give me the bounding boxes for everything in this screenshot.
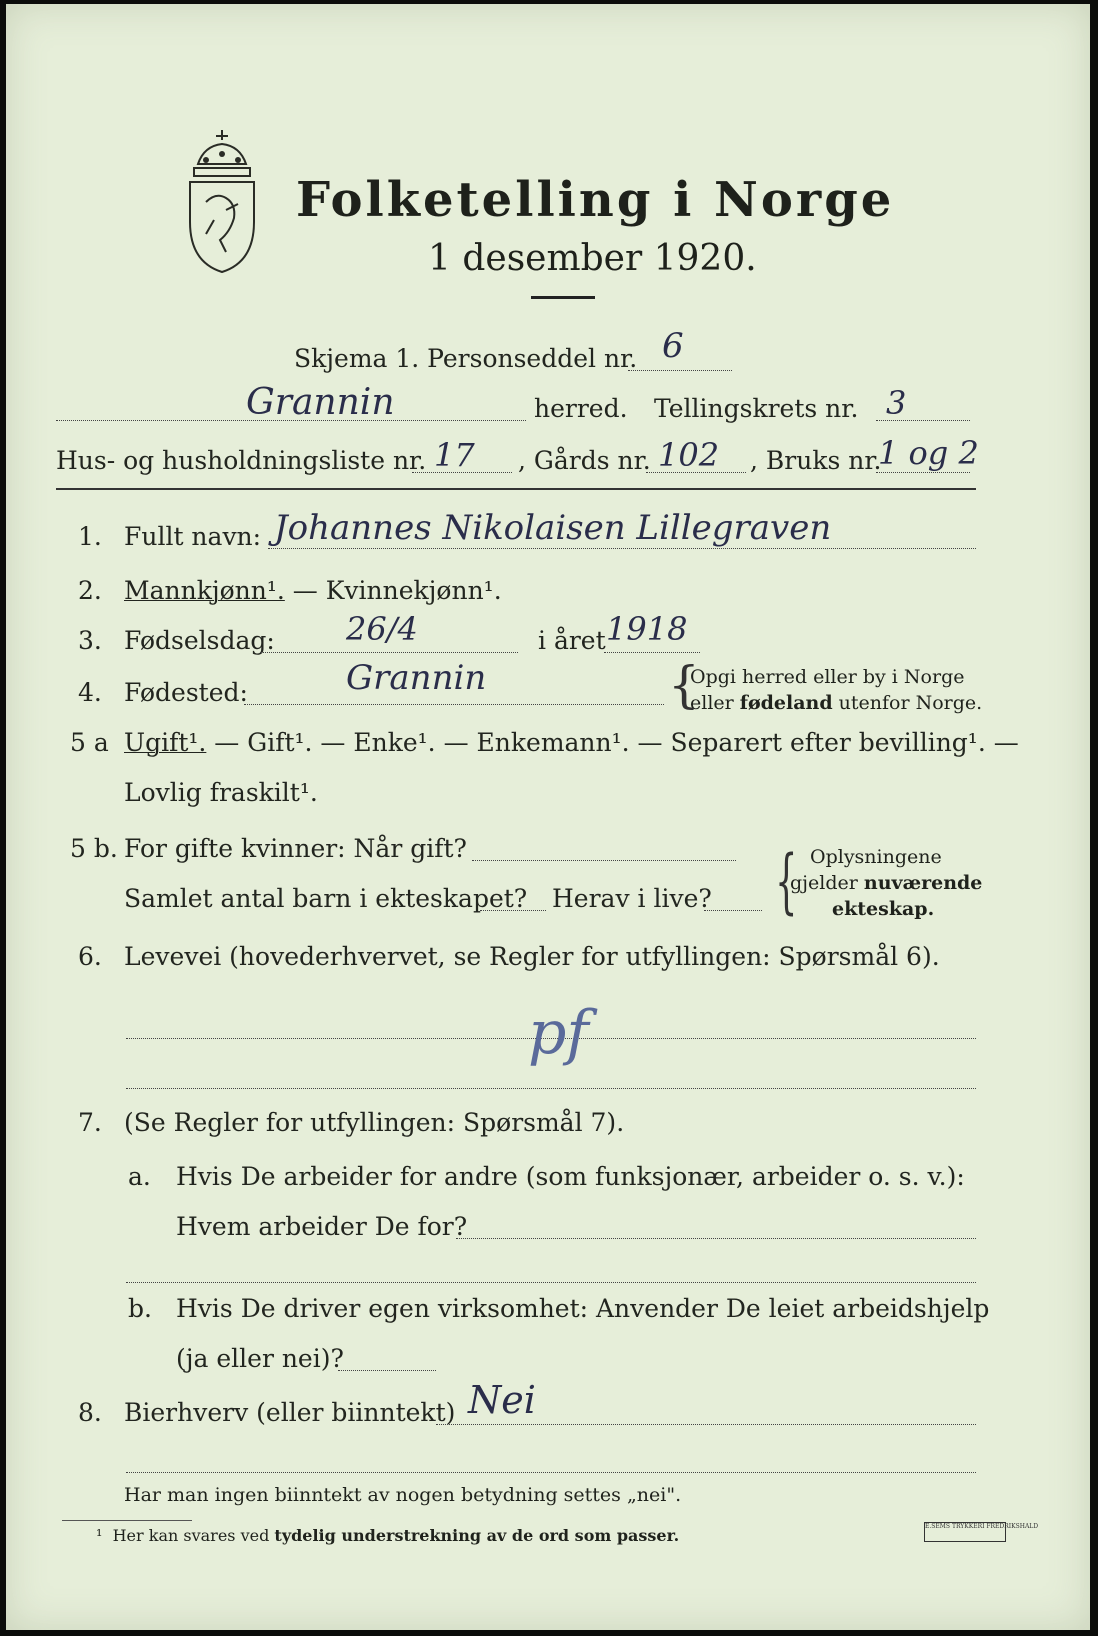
barn-label: Samlet antal barn i ekteskapet? (124, 884, 528, 913)
fodested-value: Grannin (346, 658, 487, 698)
kjonn-options (124, 576, 502, 605)
tellingskrets-label: Tellingskrets nr. (654, 394, 859, 423)
q7b-dots (338, 1370, 436, 1371)
fodested-note-2 (690, 692, 982, 714)
mannkjonn-option: Mannkjønn¹. (124, 576, 285, 605)
bierhverv-dots-2 (126, 1472, 976, 1473)
barn-dots (480, 910, 546, 911)
fullt-navn-dots (268, 548, 976, 549)
bruks-number: 1 og 2 (878, 434, 979, 472)
husholdningsliste-label: Hus- og husholdningsliste nr. (56, 446, 427, 475)
biinntekt-note: Har man ingen biinntekt av nogen betydning settes „nei". (124, 1484, 682, 1506)
aaret-dots (604, 652, 700, 653)
fodested-note-2c: utenfor Norge. (832, 692, 983, 714)
ekteskap-note-3 (832, 898, 934, 920)
sivilstand-rest: — Gift¹. — Enke¹. — Enkemann¹. — Separert efter bevilling¹. — (206, 728, 1019, 757)
footnote-marker: ¹ (96, 1526, 103, 1545)
q7a-dots-1 (456, 1238, 976, 1239)
q7-label: (Se Regler for utfyllingen: Spørsmål 7). (124, 1108, 625, 1137)
header-divider (56, 488, 976, 490)
ekteskap-brace: { (775, 840, 798, 922)
gards-label: , Gårds nr. (518, 446, 651, 475)
fraskilt-option: Lovlig fraskilt¹. (124, 778, 318, 807)
title-divider (531, 296, 595, 299)
ugift-option: Ugift¹. (124, 728, 207, 757)
levevei-label: Levevei (hovederhvervet, se Regler for utfyllingen: Spørsmål 6). (124, 942, 940, 971)
ekteskap-note-1: Oplysningene (810, 846, 942, 868)
item-7-number: 7. (78, 1108, 102, 1137)
fodested-note-1: Opgi herred eller by i Norge (690, 666, 965, 688)
fullt-navn-value: Johannes Nikolaisen Lillegraven (274, 508, 832, 548)
fodested-brace: { (668, 656, 700, 714)
q7b-letter: b. (128, 1294, 152, 1323)
herred-value: Grannin (246, 382, 395, 423)
printer-stamp-text: E.SEMS TRYKKERI FREDRIKSHALD (925, 1523, 1039, 1530)
personseddel-number: 6 (662, 326, 684, 366)
fodselsdag-label: Fødselsdag: (124, 626, 275, 655)
item-8-number: 8. (78, 1398, 102, 1427)
footnote-divider (62, 1520, 192, 1521)
census-form (6, 4, 1090, 1630)
item-5a-number: 5 a (70, 728, 109, 757)
herav-dots (704, 910, 762, 911)
item-4-number: 4. (78, 678, 102, 707)
ekteskap-note-2a: gjelder (790, 872, 864, 894)
bierhverv-dots (436, 1424, 976, 1425)
fodested-label: Fødested: (124, 678, 248, 707)
footnote-text-a: Her kan svares ved (112, 1526, 275, 1545)
item-6-number: 6. (78, 942, 102, 971)
q7b-text-1: Hvis De driver egen virksomhet: Anvender De leiet arbeidshjelp (176, 1294, 990, 1323)
schema-label: Skjema 1. Personseddel nr. (294, 344, 638, 373)
fodested-dots (244, 704, 664, 705)
herred-label: herred. (534, 394, 628, 423)
levevei-dots-2 (126, 1088, 976, 1089)
naar-gift-dots (472, 860, 736, 861)
naar-gift-label: For gifte kvinner: Når gift? (124, 834, 467, 863)
form-date: 1 desember 1920. (428, 238, 757, 279)
printer-stamp (924, 1522, 1039, 1542)
form-title: Folketelling i Norge (296, 172, 895, 228)
bruks-label: , Bruks nr. (750, 446, 882, 475)
coat-of-arms-icon (176, 124, 268, 276)
herav-label: Herav i live? (552, 884, 712, 913)
bierhverv-label: Bierhverv (eller biinntekt) (124, 1398, 456, 1427)
q7a-text-2: Hvem arbeider De for? (176, 1212, 468, 1241)
ekteskap-note-3-text: ekteskap. (832, 898, 935, 920)
fodested-note-2a: eller (690, 692, 740, 714)
levevei-value: pf (528, 998, 589, 1068)
q7a-text-1: Hvis De arbeider for andre (som funksjonær, arbeider o. s. v.): (176, 1162, 965, 1191)
aaret-label: i året (538, 626, 606, 655)
fodselsdag-value: 26/4 (346, 610, 418, 648)
item-2-number: 2. (78, 576, 102, 605)
footnote-text-b: tydelig understrekning av de ord som passer. (274, 1526, 680, 1545)
q7a-letter: a. (128, 1162, 151, 1191)
husholdningsliste-number: 17 (434, 436, 475, 474)
personseddel-dots (628, 370, 732, 371)
item-5b-number: 5 b. (70, 834, 118, 863)
sivilstand-options (124, 728, 1019, 757)
item-3-number: 3. (78, 626, 102, 655)
q7b-text-2: (ja eller nei)? (176, 1344, 344, 1373)
ekteskap-note-2b: nuværende (863, 872, 983, 894)
bruks-dots (876, 472, 970, 473)
fodselsdag-dots (260, 652, 518, 653)
aaret-value: 1918 (606, 610, 688, 648)
ekteskap-note-2 (790, 872, 982, 894)
gards-number: 102 (658, 436, 720, 474)
kvinnekjonn-option: Kvinnekjønn¹. (325, 576, 502, 605)
bierhverv-value: Nei (468, 1378, 536, 1422)
fodested-note-2b: fødeland (739, 692, 833, 714)
q7a-dots-2 (126, 1282, 976, 1283)
footnote (96, 1526, 679, 1545)
item-1-number: 1. (78, 522, 102, 551)
tellingskrets-number: 3 (886, 384, 907, 422)
fullt-navn-label: Fullt navn: (124, 522, 262, 551)
kjonn-separator: — (292, 576, 326, 605)
